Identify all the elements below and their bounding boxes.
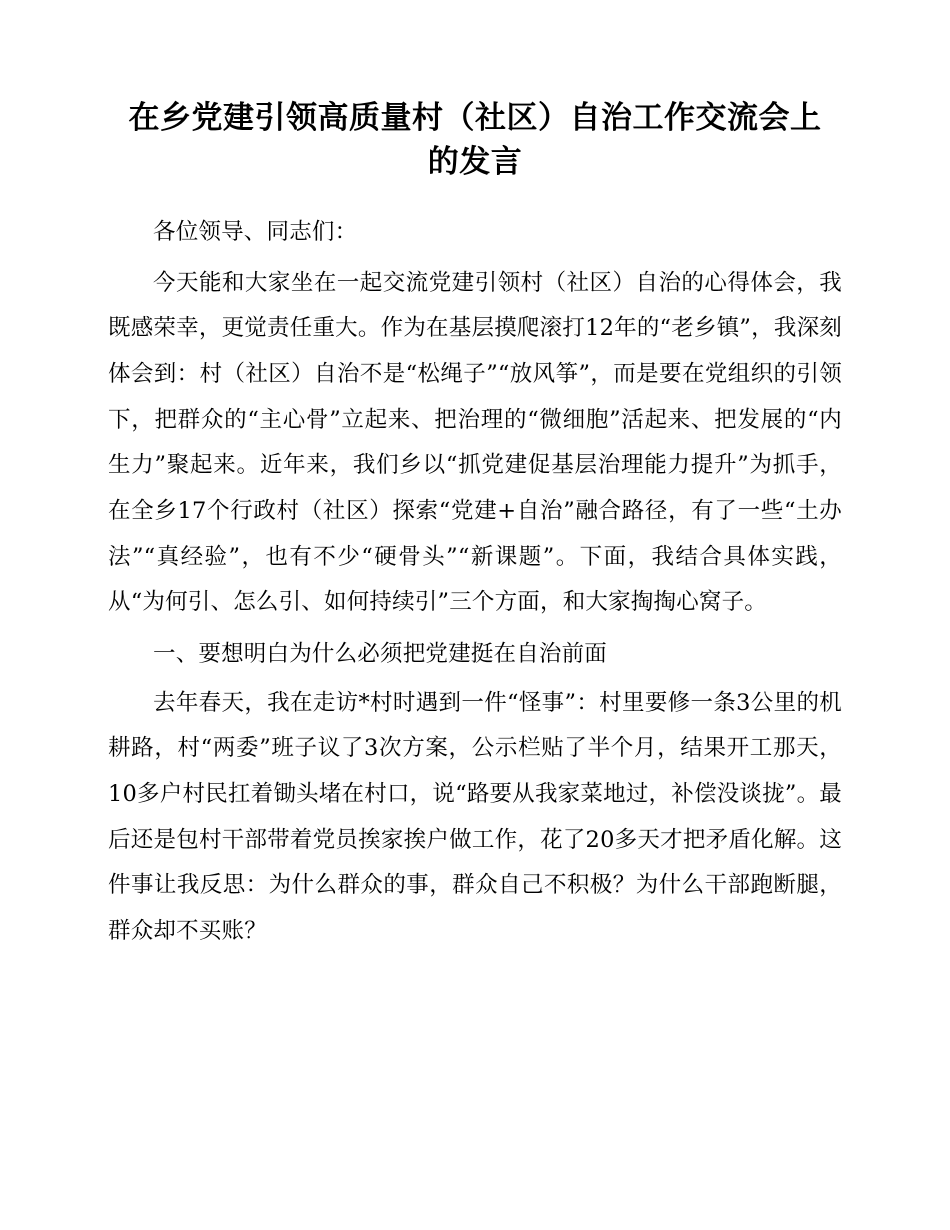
page-title: 在乡党建引领高质量村（社区）自治工作交流会上的发言	[128, 100, 822, 181]
section-heading-one: 一、要想明白为什么必须把党建挺在自治前面	[153, 641, 608, 668]
paragraph-section-one-body: 去年春天，我在走访*村时遇到一件“怪事”：村里要修一条3公里的机耕路，村“两委”班子议了3次方案，公示栏贴了半个月，结果开工那天，10多户村民扛着锄头堵在村口，说“路要从我家菜地过，补偿没谈拢”。最后还是包村干部带着党员挨家挨户做工作，花了20多天才把矛盾化解。这件事让我反思：为什么群众的事，群众自己不积极？为什么干部跑断腿，群众却不买账？	[108, 689, 842, 945]
paragraph-opening: 今天能和大家坐在一起交流党建引领村（社区）自治的心得体会，我既感荣幸，更觉责任重大。作为在基层摸爬滚打12年的“老乡镇”，我深刻体会到：村（社区）自治不是“松绳子”“放风筝”，而是要在党组织的引领下，把群众的“主心骨”立起来、把治理的“微细胞”活起来、把发展的“内生力”聚起来。近年来，我们乡以“抓党建促基层治理能力提升”为抓手，在全乡17个行政村（社区）探索“党建+自治”融合路径，有了一些“土办法”“真经验”，也有不少“硬骨头”“新课题”。下面，我结合具体实践，从“为何引、怎么引、如何持续引”三个方面，和大家掏掏心窝子。	[108, 269, 842, 616]
paragraph-salutation: 各位领导、同志们：	[153, 219, 358, 246]
